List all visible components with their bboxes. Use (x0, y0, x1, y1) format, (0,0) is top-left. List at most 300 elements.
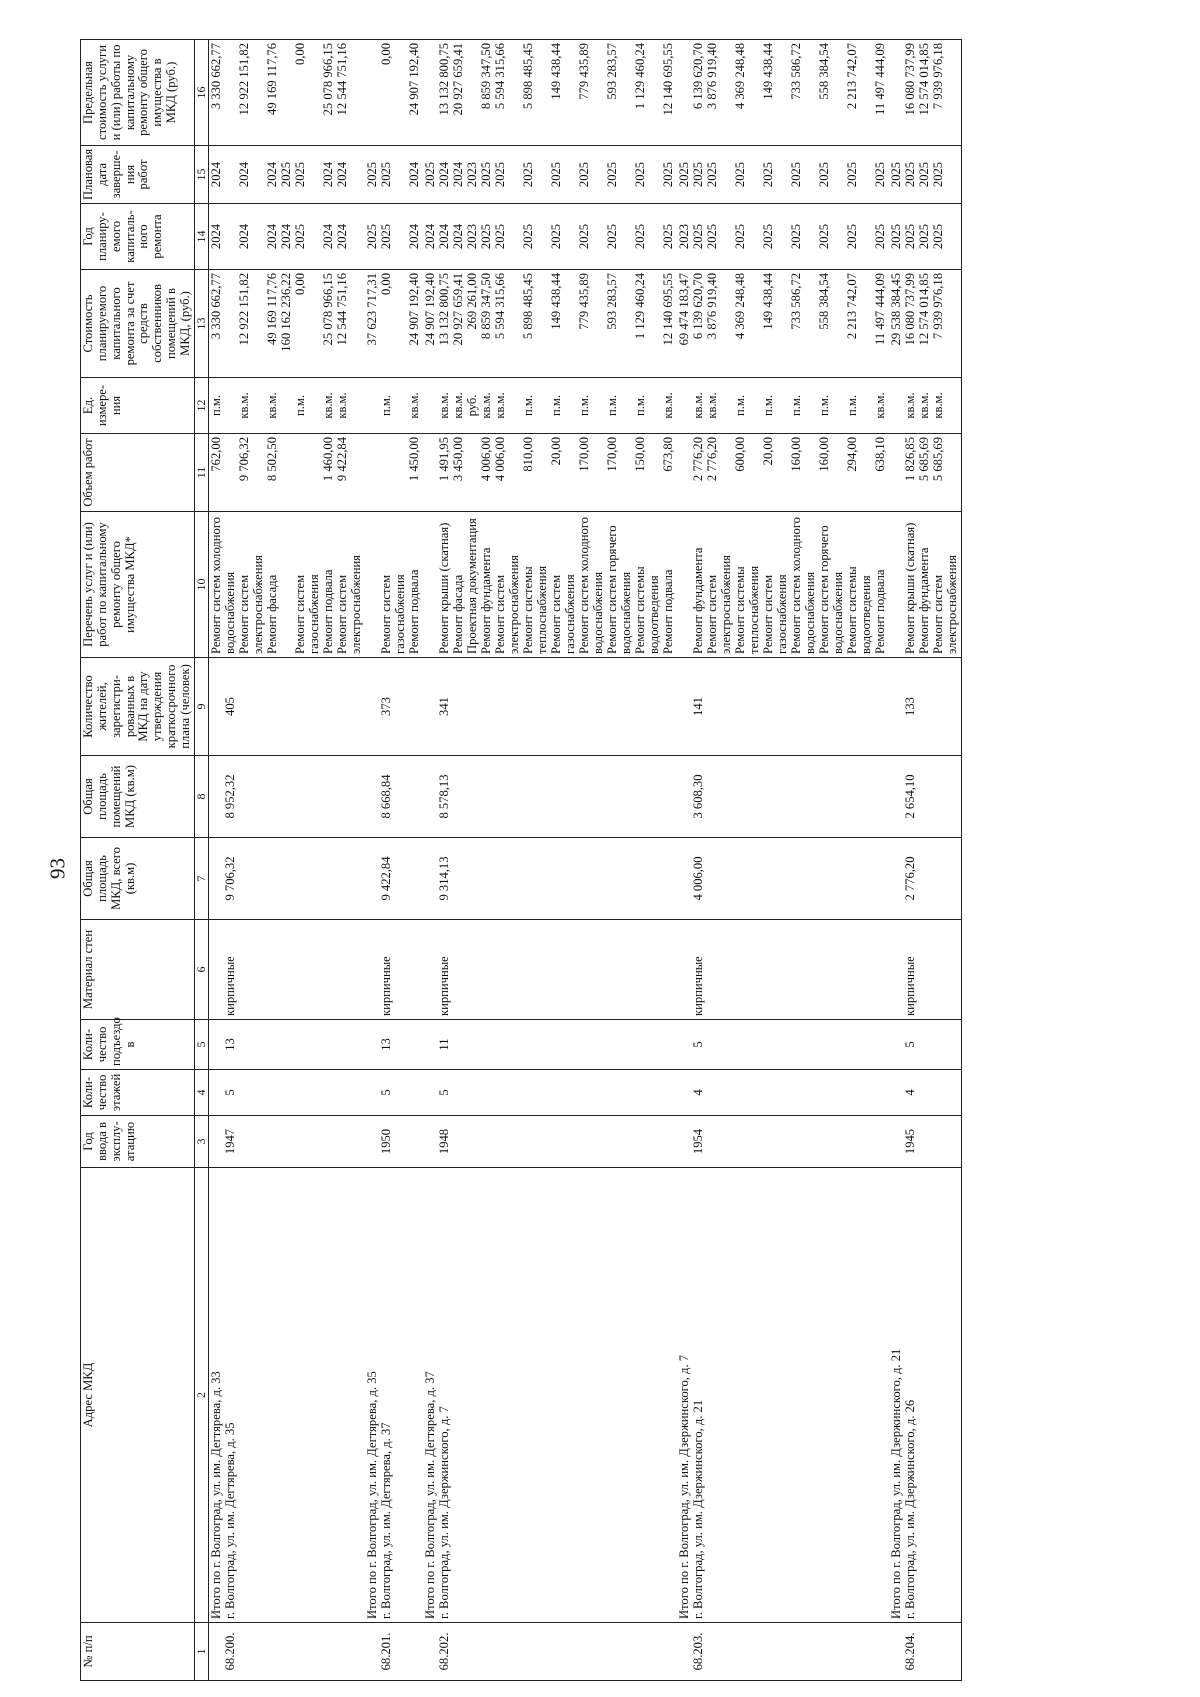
work-year-column (208, 204, 365, 270)
value: 4 (690, 1089, 705, 1096)
address: г. Волгоград, ул. им. Дегтярева, д. 37 (378, 1422, 393, 1619)
work-year: 2025 (760, 223, 775, 250)
column-number: 2 (194, 1168, 208, 1623)
total-area (677, 838, 889, 920)
work-end-date: 2025 (760, 161, 775, 188)
spacer (890, 1626, 904, 1677)
value: 9 422,84 (378, 856, 393, 901)
work-end-date: 2025 (278, 161, 293, 188)
work-volume-column (365, 434, 423, 512)
work-volume: 810,00 (520, 437, 535, 472)
work-end-date: 2025 (632, 161, 647, 188)
work-unit: кв.м. (264, 392, 279, 419)
value: 8 952,32 (222, 774, 237, 819)
value: 1950 (378, 1128, 393, 1155)
group-row (365, 40, 423, 1681)
work-limit-cost-column (423, 40, 677, 146)
spacer (678, 1119, 692, 1164)
work-volume: 638,10 (872, 437, 887, 472)
work-unit-column (423, 378, 677, 434)
work-year: 2024 (278, 223, 293, 250)
work-name: Ремонт систем электроснабжения (930, 555, 959, 654)
page-number: 93 (45, 858, 70, 879)
work-limit-cost-column (365, 40, 423, 146)
work-year: 2025 (378, 223, 393, 250)
spacer (210, 759, 224, 834)
work-name: Ремонт крыши (скатная) (902, 522, 917, 654)
total-label: Итого по г. Волгоград, ул. им. Дегтярева, д. 35 (364, 1371, 379, 1619)
work-name: Ремонт системы теплоснабжения (520, 565, 549, 654)
work-limit-cost: 733 586,72 (788, 43, 803, 100)
spacer (424, 1023, 438, 1066)
entrances-count (423, 1020, 677, 1070)
value: 405 (222, 697, 237, 716)
work-limit-cost: 779 435,89 (576, 43, 591, 100)
work-limit-cost (466, 43, 480, 142)
work-limit-cost: 20 927 659,41 (450, 43, 465, 116)
work-cost: 69 474 183,47 (676, 273, 691, 346)
work-cost: 12 544 751,16 (334, 273, 349, 346)
work-limit-cost: 12 574 014,85 (916, 43, 931, 116)
spacer (678, 1626, 692, 1677)
work-end-date-column (677, 146, 889, 204)
floors-count (889, 1070, 962, 1116)
work-volume: 1 491,95 (436, 437, 451, 482)
work-cost: 593 283,57 (604, 273, 619, 330)
work-volume: 600,00 (732, 437, 747, 472)
work-end-date-column (423, 146, 677, 204)
work-name: Ремонт систем холодного водоснабжения (788, 517, 817, 654)
group-number: 68.200. (222, 1632, 237, 1671)
work-cost: 0,00 (378, 273, 393, 296)
work-cost: 5 594 315,66 (492, 273, 507, 340)
work-end-date: 2025 (520, 161, 535, 188)
work-volume (890, 437, 904, 508)
column-header: Стоимость планируемого капитального ремонта за счет средств собственников помещений в МКД, (руб.) (81, 270, 195, 378)
spacer (366, 841, 380, 916)
work-unit: п.м. (548, 395, 563, 417)
work-end-date: 2024 (406, 161, 421, 188)
work-year: 2025 (292, 223, 307, 250)
work-cost: 12 922 151,82 (236, 273, 251, 346)
work-limit-cost: 24 907 192,40 (406, 43, 421, 116)
value: 5 (902, 1041, 917, 1048)
column-header: Материал стен (81, 920, 195, 1020)
work-unit: п.м. (520, 395, 535, 417)
work-unit: кв.м. (902, 392, 917, 419)
work-end-date: 2025 (492, 161, 507, 188)
work-limit-cost: 0,00 (378, 43, 393, 66)
address: г. Волгоград, ул. им. Дзержинского, д. 7 (436, 1406, 451, 1619)
column-number: 7 (194, 838, 208, 920)
group-number: 68.204. (902, 1632, 917, 1671)
premises-area (889, 756, 962, 838)
work-name: Ремонт систем газоснабжения (378, 574, 407, 654)
work-end-date: 2024 (236, 161, 251, 188)
work-limit-cost: 3 330 662,77 (208, 43, 223, 110)
work-name: Ремонт систем газоснабжения (292, 574, 321, 654)
work-end-date: 2025 (930, 161, 945, 188)
work-limit-cost (890, 43, 904, 142)
value: кирпичные (690, 956, 705, 1016)
commission-year (365, 1116, 423, 1168)
column-number: 3 (194, 1116, 208, 1168)
work-volume (294, 437, 322, 508)
work-cost: 49 169 117,76 (264, 273, 279, 345)
work-unit-column (365, 378, 423, 434)
work-limit-cost (678, 43, 692, 142)
work-limit-cost: 7 939 976,18 (930, 43, 945, 110)
spacer (424, 661, 438, 752)
work-unit-column (889, 378, 962, 434)
spacer (210, 1119, 224, 1164)
spacer (366, 1626, 380, 1677)
work-name: Ремонт систем электроснабжения (492, 555, 521, 654)
total-area (889, 838, 962, 920)
work-unit: кв.м. (660, 392, 675, 419)
work-name: Ремонт систем электроснабжения (704, 555, 733, 654)
work-end-date: 2025 (660, 161, 675, 188)
work-cost: 0,00 (292, 273, 307, 296)
rotated-table-container (80, 41, 1180, 1681)
premises-area (677, 756, 889, 838)
work-year-column (889, 204, 962, 270)
row-number (208, 1623, 365, 1681)
work-cost: 149 438,44 (760, 273, 775, 330)
group-number: 68.203. (690, 1632, 705, 1671)
work-volume: 2 776,20 (690, 437, 705, 482)
spacer (678, 661, 692, 752)
work-volume: 5 685,69 (930, 437, 945, 482)
work-limit-cost: 16 080 737,99 (902, 43, 917, 116)
row-number (889, 1623, 962, 1681)
work-unit (366, 381, 380, 430)
work-limit-cost: 12 140 695,55 (660, 43, 675, 116)
work-year: 2024 (320, 223, 335, 250)
work-year: 2025 (576, 223, 591, 250)
wall-material (423, 920, 677, 1020)
work-unit (424, 381, 438, 430)
work-volume (380, 437, 408, 508)
work-volume (366, 437, 380, 508)
work-year: 2024 (450, 223, 465, 250)
work-limit-cost-column (889, 40, 962, 146)
column-header: Количество жителей, зарегистри-рованных в МКД на дату утверждения краткосрочного плана (человек) (81, 658, 195, 756)
spacer (366, 923, 380, 1016)
spacer (678, 1073, 692, 1112)
work-unit-column (208, 378, 365, 434)
address-cell (677, 1168, 889, 1623)
work-unit: п.м. (788, 395, 803, 417)
work-year: 2024 (208, 223, 223, 250)
value: кирпичные (436, 956, 451, 1016)
spacer (366, 759, 380, 834)
work-cost: 11 497 444,09 (872, 273, 887, 345)
address: г. Волгоград, ул. им. Дзержинского, д. 26 (902, 1399, 917, 1619)
value: 1947 (222, 1128, 237, 1155)
spacer (890, 1119, 904, 1164)
work-end-date: 2025 (704, 161, 719, 188)
spacer (210, 1023, 224, 1066)
work-unit: кв.м. (450, 392, 465, 419)
work-unit: п.м. (604, 395, 619, 417)
work-limit-cost-column (677, 40, 889, 146)
repair-plan-table (80, 39, 962, 1681)
spacer (678, 759, 692, 834)
work-end-date: 2025 (378, 161, 393, 188)
work-cost-column (423, 270, 677, 378)
work-limit-cost: 2 213 742,07 (844, 43, 859, 110)
total-label: Итого по г. Волгоград, ул. им. Дзержинского, д. 7 (676, 1354, 691, 1619)
work-unit: п.м. (208, 395, 223, 417)
total-label: Итого по г. Волгоград, ул. им. Дзержинского, д. 21 (888, 1348, 903, 1619)
column-header: № п/п (81, 1623, 195, 1681)
work-year: 2025 (478, 223, 493, 250)
work-end-date: 2025 (888, 161, 903, 188)
work-cost-column (677, 270, 889, 378)
column-number: 11 (194, 434, 208, 512)
value: 4 (902, 1089, 917, 1096)
work-limit-cost (366, 43, 380, 142)
column-header: Коли-чество этажей (81, 1070, 195, 1116)
work-end-date: 2025 (844, 161, 859, 188)
work-cost: 8 859 347,50 (478, 273, 493, 340)
column-header: Общая площадь МКД, всего (кв.м) (81, 838, 195, 920)
work-name (280, 515, 294, 654)
work-name: Ремонт подвала (320, 569, 335, 654)
spacer (890, 661, 904, 752)
work-volume: 294,00 (844, 437, 859, 472)
work-cost: 269 261,00 (464, 273, 479, 330)
floors-count (677, 1070, 889, 1116)
value: 141 (690, 697, 705, 716)
work-year: 2025 (492, 223, 507, 250)
work-limit-cost: 6 139 620,70 (690, 43, 705, 110)
work-limit-cost: 5 898 485,45 (520, 43, 535, 110)
header-row (81, 40, 195, 1681)
work-cost: 20 927 659,41 (450, 273, 465, 346)
entrances-count (365, 1020, 423, 1070)
spacer (890, 1023, 904, 1066)
work-end-date: 2025 (604, 161, 619, 188)
work-end-date: 2024 (264, 161, 279, 188)
value: 2 654,10 (902, 774, 917, 819)
work-year: 2025 (888, 223, 903, 250)
value: 8 668,84 (378, 774, 393, 819)
work-unit: кв.м. (872, 392, 887, 419)
value: кирпичные (222, 956, 237, 1016)
value: 5 (378, 1089, 393, 1096)
work-name-column (889, 512, 962, 658)
work-volume-column (423, 434, 677, 512)
work-name-column (365, 512, 423, 658)
work-name: Ремонт системы водоотведения (844, 566, 873, 654)
work-volume (678, 437, 692, 508)
column-header: Перечень услуг и (или) работ по капитальному ремонту общего имущества МКД* (81, 512, 195, 658)
work-unit: кв.м. (478, 392, 493, 419)
work-name-column (208, 512, 365, 658)
work-cost: 3 876 919,40 (704, 273, 719, 340)
work-name: Ремонт фундамента (478, 547, 493, 654)
commission-year (208, 1116, 365, 1168)
spacer (890, 841, 904, 916)
value: 373 (378, 697, 393, 716)
spacer (890, 1073, 904, 1112)
work-volume: 4 006,00 (478, 437, 493, 482)
column-header: Предельная стоимость услуги и (или) работы по капитальному ремонту общего имущества в МКД (руб.) (81, 40, 195, 146)
work-end-date: 2025 (872, 161, 887, 188)
work-cost: 13 132 800,75 (436, 273, 451, 346)
work-volume (466, 437, 480, 508)
row-number (677, 1623, 889, 1681)
premises-area (208, 756, 365, 838)
address: г. Волгоград, ул. им. Дзержинского, д. 21 (690, 1399, 705, 1619)
work-volume: 150,00 (632, 437, 647, 472)
wall-material (677, 920, 889, 1020)
value: 5 (222, 1089, 237, 1096)
column-number: 1 (194, 1623, 208, 1681)
work-year: 2025 (816, 223, 831, 250)
column-header: Год планиру-емого капиталь-ного ремонта (81, 204, 195, 270)
value: 2 776,20 (902, 856, 917, 901)
work-end-date: 2025 (816, 161, 831, 188)
work-cost: 149 438,44 (548, 273, 563, 330)
work-end-date: 2025 (422, 161, 437, 188)
spacer (678, 923, 692, 1016)
work-year: 2025 (690, 223, 705, 250)
column-number: 5 (194, 1020, 208, 1070)
work-year: 2025 (844, 223, 859, 250)
work-name-column (423, 512, 677, 658)
spacer (678, 841, 692, 916)
spacer (210, 923, 224, 1016)
work-end-date: 2023 (464, 161, 479, 188)
spacer (678, 1023, 692, 1066)
work-end-date: 2025 (364, 161, 379, 188)
work-volume: 9 422,84 (334, 437, 349, 482)
work-name: Ремонт фасада (450, 574, 465, 654)
work-cost-column (208, 270, 365, 378)
entrances-count (677, 1020, 889, 1070)
value: кирпичные (902, 956, 917, 1016)
work-name: Ремонт систем горячего водоснабжения (604, 525, 633, 654)
work-end-date: 2025 (676, 161, 691, 188)
work-year-column (423, 204, 677, 270)
work-year: 2025 (520, 223, 535, 250)
residents-count (677, 658, 889, 756)
work-year: 2025 (930, 223, 945, 250)
work-volume (280, 437, 294, 508)
work-limit-cost: 593 283,57 (604, 43, 619, 100)
work-name: Ремонт подвала (872, 569, 887, 654)
work-volume: 8 502,50 (264, 437, 279, 482)
work-year: 2024 (264, 223, 279, 250)
column-number-row (194, 40, 208, 1681)
group-row (677, 40, 889, 1681)
group-number: 68.201. (378, 1632, 393, 1671)
work-name (366, 515, 380, 654)
work-end-date-column (889, 146, 962, 204)
work-end-date: 2025 (732, 161, 747, 188)
work-limit-cost: 13 132 800,75 (436, 43, 451, 116)
work-end-date: 2024 (334, 161, 349, 188)
work-limit-cost: 25 078 966,15 (320, 43, 335, 116)
work-name: Ремонт систем газоснабжения (760, 574, 789, 654)
work-unit: п.м. (844, 395, 859, 417)
value: 8 578,13 (436, 774, 451, 819)
work-unit: кв.м. (704, 392, 719, 419)
work-end-date: 2024 (436, 161, 451, 188)
column-header: Объем работ (81, 434, 195, 512)
work-volume: 762,00 (208, 437, 223, 472)
work-name: Ремонт фундамента (690, 547, 705, 654)
spacer (210, 1073, 224, 1112)
work-cost: 7 939 976,18 (930, 273, 945, 340)
value: 9 314,13 (436, 856, 451, 901)
work-unit: кв.м. (436, 392, 451, 419)
spacer (424, 841, 438, 916)
work-volume: 5 685,69 (916, 437, 931, 482)
work-limit-cost: 4 369 248,48 (732, 43, 747, 110)
work-limit-cost: 12 544 751,16 (334, 43, 349, 116)
work-unit-column (677, 378, 889, 434)
floors-count (208, 1070, 365, 1116)
work-volume: 160,00 (788, 437, 803, 472)
work-volume: 2 776,20 (704, 437, 719, 482)
address-cell (423, 1168, 677, 1623)
work-end-date: 2025 (292, 161, 307, 188)
work-year: 2023 (464, 223, 479, 250)
work-unit: кв.м. (930, 392, 945, 419)
column-header: Ед. измере-ния (81, 378, 195, 434)
work-cost: 12 574 014,85 (916, 273, 931, 346)
work-year-column (677, 204, 889, 270)
work-limit-cost: 11 497 444,09 (872, 43, 887, 115)
spacer (424, 1626, 438, 1677)
work-name: Ремонт системы теплоснабжения (732, 565, 761, 654)
work-name: Ремонт системы водоотведения (632, 566, 661, 654)
row-number (365, 1623, 423, 1681)
group-row (423, 40, 677, 1681)
work-year: 2024 (236, 223, 251, 250)
work-unit: кв.м. (406, 392, 421, 419)
work-volume-column (677, 434, 889, 512)
work-name: Ремонт систем холодного водоснабжения (576, 517, 605, 654)
spacer (210, 661, 224, 752)
work-limit-cost (424, 43, 438, 142)
column-header: Адрес МКД (81, 1168, 195, 1623)
spacer (210, 1626, 224, 1677)
work-cost: 3 330 662,77 (208, 273, 223, 340)
work-cost: 779 435,89 (576, 273, 591, 330)
work-limit-cost: 49 169 117,76 (264, 43, 279, 115)
work-cost-column (365, 270, 423, 378)
value: 3 608,30 (690, 774, 705, 819)
premises-area (423, 756, 677, 838)
spacer (424, 759, 438, 834)
address-cell (208, 1168, 365, 1623)
work-unit: кв.м. (916, 392, 931, 419)
value: 13 (378, 1038, 393, 1051)
work-limit-cost: 149 438,44 (760, 43, 775, 100)
work-volume: 9 706,32 (236, 437, 251, 482)
work-volume: 170,00 (604, 437, 619, 472)
work-name-column (677, 512, 889, 658)
work-unit: п.м. (760, 395, 775, 417)
work-volume: 1 826,85 (902, 437, 917, 482)
value: 1954 (690, 1128, 705, 1155)
residents-count (423, 658, 677, 756)
